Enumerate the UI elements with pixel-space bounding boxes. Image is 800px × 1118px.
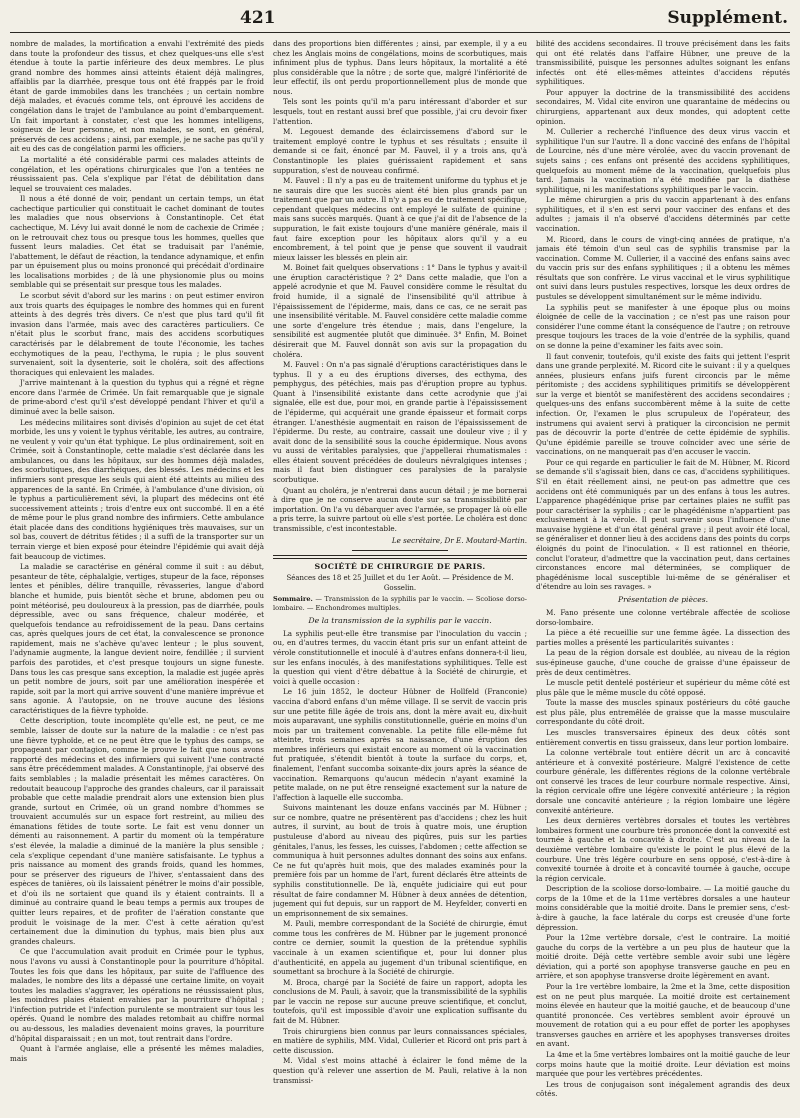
paragraph: M. Vidal s'est moins attaché à éclairer le fond même de la question qu'à relever une assertion de M. Pauli, relative à la non transmissi- <box>273 1056 527 1085</box>
secretary-signature: Le secrétaire, Dr E. Moutard-Martin. <box>391 536 527 546</box>
text-columns <box>10 39 790 1114</box>
paragraph: M. Fauvel : Il n'y a pas eu de traitement uniforme du typhus et je ne saurais dire que les succès aient été bien plus grands par un traitement que par un autre. Il n'y a pas eu de traitement spécifique, cependant quelques médecins ont employé le sulfate de quinine ; mais sans succès marqués. Quant à ce que j'ai dit de l'absence de la suppuration, le fait existe toujours d'une manière générale, mais il faut faire exception pour les hôpitaux alors qu'il y a eu encombrement, à tel point que je pense que souvent il vaudrait mieux laisser les blessés en plein air. <box>273 176 527 262</box>
paragraph: Il nous a été donné de voir, pendant un certain temps, un état cachectique particulier qui constituait le cachet dominant de toutes les maladies que nous observions à Constantinople. Cet état cachectique, M. Lévy lui avait donné le nom de cachexie de Crimée ; on le retrouvait chez tous ou presque tous les hommes, quelles que fussent leurs maladies. Cet état se traduisait par l'anémie, l'abattement, le défaut de réaction, la tendance adynamique, et enfin par un épuisement plus ou moins prononcé qui précédait d'ordinaire les localisations morbides ; de là une physionomie plus ou moins semblable qui se présentait sur presque tous les malades. <box>10 194 264 290</box>
paragraph: Trois chirurgiens bien connus par leurs connaissances spéciales, en matière de syphilis, MM. Vidal, Cullerier et Ricord ont pris part à cette discussion. <box>273 1026 527 1055</box>
column-3 <box>536 39 790 1114</box>
paragraph: Le même chirurgien a pris du vaccin appartenant à des enfans syphilitiques, et il s'en est servi pour vacciner des enfans et des adultes ; jamais il n'a observé d'accidens déterminés par cette vaccination. <box>536 195 790 233</box>
paragraph: bilité des accidens secondaires. Il trouve précisément dans les faits qui ont été relatés dans l'affaire Hübner, une preuve de la transmissibilité, puisque les personnes adultes soignant les enfans infectés ont été elles-mêmes atteintes d'accidens réputés syphilitiques. <box>536 39 790 87</box>
paragraph: La syphilis peut-elle être transmise par l'inoculation du vaccin ; ou, en d'autres termes, du vaccin étant pris sur un enfant atteint de vérole constitutionnelle et inoculé à d'autres enfans donnera-t-il lieu, sur les enfans inoculés, à des manifestations syphilitiques. Telle est la question qui vient d'être débattue à la Société de chirurgie, et voici à quelle occasion : <box>273 628 527 686</box>
paragraph: La 4me et la 5me vertèbres lombaires ont la moitié gauche de leur corps moins haute que la moitié droite. Leur déviation est moins marquée que pour les vertèbres précédentes. <box>536 1050 790 1079</box>
paragraph: M. Fano présente une colonne vertébrale affectée de scoliose dorso-lombaire. <box>536 608 790 627</box>
paragraph: Pour la 1re vertèbre lombaire, la 2me et la 3me, cette disposition est on ne peut plus marquée. La moitié droite est certainement moins élevée en hauteur que la moitié gauche, et de beaucoup d'une quantité prononcée. Ces vertèbres semblent avoir éprouvé un mouvement de rotation qui a eu pour effet de porter les apophyses transverses gauches en arrière et les apophyses transverses droites en avant. <box>536 982 790 1049</box>
fauvel-discussion <box>273 39 527 533</box>
section-heading: Supplément. <box>667 8 788 28</box>
paragraph: La syphilis peut se manifester à une époque plus ou moins éloignée de celle de la vaccination ; ce n'est pas une raison pour considérer l'une comme étant la conséquence de l'autre ; on retrouve presque toujours les traces de la voie d'entrée de la syphilis, quand on se donne la peine d'examiner les faits avec soin. <box>536 302 790 350</box>
specimen-presentation <box>536 608 790 1099</box>
paragraph: Les deux dernières vertèbres dorsales et toutes les vertèbres lombaires forment une courbure très prononcée dont la convexité est tournée à gauche et la concavité à droite. C'est au niveau de la deuxième vertèbre lombaire qu'existe le point le plus élevé de la courbure. Une très légère courbure en sens opposé, c'est-à-dire à convexité tournée à droite et à concavité tournée à gauche, occupe la région cervicale. <box>536 816 790 883</box>
article-title: De la transmission de la syphilis par le vaccin. <box>308 615 492 625</box>
paragraph: Le muscle petit dentelé postérieur et supérieur du même côté est plus pâle que le même muscle du côté opposé. <box>536 678 790 697</box>
paragraph: Les trous de conjugaison sont inégalement agrandis des deux côtés. <box>536 1079 790 1099</box>
divider <box>352 550 449 551</box>
paragraph: Description de la scoliose dorso-lombaire. — La moitié gauche du corps de la 10me et de la 11me vertèbres dorsales a une hauteur moins considérable que la moitié droite. Dans le premier sens, c'est-à-dire à gauche, la face latérale du corps est creusée d'une forte dépression. <box>536 884 790 932</box>
subsection-title: Présentation de pièces. <box>617 594 709 604</box>
column-1 <box>10 39 264 1114</box>
paragraph: Toute la masse des muscles spinaux postérieurs du côté gauche est plus pâle, plus entremêlée de graisse que la masse musculaire correspondante du côté droit. <box>536 698 790 727</box>
summary <box>273 595 527 613</box>
paragraph: La pièce a été recueillie sur une femme âgée. La dissection des parties molles a présenté les particularités suivantes : <box>536 628 790 647</box>
paragraph: Suivons maintenant les douze enfans vaccinés par M. Hübner ; sur ce nombre, quatre ne présentèrent pas d'accidens ; chez les huit autres, il survint, au bout de trois à quatre mois, une éruption pustuleuse d'abord au niveau des piqûres, puis sur les parties génitales, l'anus, les fesses, les cuisses, l'abdomen ; cette affection se communiqua à huit personnes adultes donnant des soins aux enfans. Ce ne fut qu'après huit mois, que des malades examinés pour la première fois par un homme de l'art, furent déclarés être atteints de syphilis constitutionnelle. De là, enquête judiciaire qui eut pour résultat de faire condamner M. Hübner à deux années de détention, jugement qui fut depuis, sur un rapport de M. Heyfelder, converti en un emprisonnement de six semaines. <box>273 803 527 918</box>
paragraph: M. Ricord, dans le cours de vingt-cinq années de pratique, n'a jamais été témoin d'un seul cas de syphilis transmise par la vaccination. Comme M. Cullerier, il a vacciné des enfans sains avec du vaccin pris sur des enfans syphilitiques ; il a obtenu les mêmes résultats que son confrère. Le virus vaccinal et le virus syphilitique ont suivi dans leurs pustules respectives, lorsque les deux ordres de pustules se développent simultanément sur le même individu. <box>536 234 790 302</box>
paragraph: M. Boinet fait quelques observations : 1° Dans le typhus y avait-il une éruption caractéristique ? 2° Dans cette maladie, que l'on a appelé acrodynie et que M. Fauvel considère comme le résultat du froid humide, il a signalé de l'insensibilité qu'il attribue à l'épaississement de l'épiderme, mais, dans ce cas, ce ne serait pas une insensibilité véritable. M. Fauvel considère cette maladie comme une sorte d'engelure très étendue ; mais, dans l'engelure, la sensibilité est augmentée plutôt que diminuée. 3° Enfin, M. Boinet désirerait que M. Fauvel donnât son avis sur la propagation du choléra. <box>273 263 527 359</box>
divider <box>273 555 527 559</box>
paragraph: La mortalité a été considérable parmi ces malades atteints de congélation, et les opérations chirurgicales que l'on a tentées ne réussissaient pas. Cela s'explique par l'état de débilitation dans lequel se trouvaient ces malades. <box>10 154 264 193</box>
paragraph: La peau de la région dorsale est doublée, au niveau de la région sus-épineuse gauche, d'une couche de graisse d'une épaisseur de près de deux centimètres. <box>536 648 790 677</box>
paragraph: Le scorbut sévit d'abord sur les marins : on peut estimer environ aux trois quarts des équipages le nombre des hommes qui en furent atteints à des degrés très divers. Ce n'est que plus tard qu'il fit invasion dans l'armée, mais avec des caractères particuliers. Ce n'était plus le scorbut franc, mais des accidens scorbutiques caractérisés par le délabrement de toute l'économie, les taches ecchymotiques de la peau, l'ecthyma, le rupia ; le plus souvent survenaient, soit la dysenterie, soit le choléra, soit des affections thoraciques qui enlevaient les malades. <box>10 291 264 377</box>
paragraph: Pour appuyer la doctrine de la transmissibilité des accidens secondaires, M. Vidal cite environ une quarantaine de médecins ou chirurgiens, appartenant aux deux mondes, qui adoptent cette opinion. <box>536 87 790 126</box>
syphilis-discussion <box>536 39 790 592</box>
summary-text: — Transmission de la syphilis par le vaccin. — Scoliose dorso-lombaire. — Enchondromes multiples. <box>273 595 527 612</box>
column-2 <box>273 39 527 1114</box>
summary-label: Sommaire. <box>273 595 313 604</box>
paragraph: Tels sont les points qu'il m'a paru intéressant d'aborder et sur lesquels, tout en restant aussi bref que possible, j'ai cru devoir fixer l'attention. <box>273 97 527 126</box>
paragraph: Quant au choléra, je n'entrerai dans aucun détail ; je me bornerai à dire que je ne conserve aucun doute sur sa transmissibilité par importation. On l'a vu débarquer avec l'armée, se propager là où elle a pris terre, la suivre partout où elle s'est portée. Le choléra est donc transmissible, c'est incontestable. <box>273 485 527 533</box>
paragraph: M. Legouest demande des éclaircissemens d'abord sur le traitement employé contre le typhus et ses résultats ; ensuite il demande si ce fait, énoncé par M. Fauvel, il y a trois ans, qu'à Constantinople les plaies guérissaient rapidement et sans suppuration, s'est de nouveau confirmé. <box>273 127 527 175</box>
paragraph: nombre de malades, la mortification a envahi l'extrémité des pieds dans toute la profondeur des tissus, et chez quelques-uns elle s'est étendue à toute la partie inférieure des deux membres. Le plus grand nombre des hommes ainsi atteints étaient déjà malingres, affaiblis par la diarrhée, presque tous ont été frappés par le froid étant de garde immobiles dans les tranchées ; un certain nombre déjà malades, et évacués comme tels, ont éprouvé les accidens de congélation dans le trajet de l'ambulance au point d'embarquement. Un fait important à constater, c'est que les hommes intelligens, soigneux de leur personne, et non malades, se sont, en général, préservés de ces accidens ; ainsi, par exemple, je ne sache pas qu'il y ait eu des cas de congélation parmi les officiers. <box>10 39 264 154</box>
paragraph: Les muscles transversaires épineux des deux côtés sont entièrement convertis en tissu graisseux, dans leur portion lombaire. <box>536 727 790 747</box>
page-header <box>10 8 790 33</box>
vaccine-syphilis-article <box>273 629 527 1085</box>
paragraph: J'arrive maintenant à la question du typhus qui a régné et règne encore dans l'armée de Crimée. Un fait remarquable que je signale de prime-abord c'est qu'il s'est développé pendant l'hiver et qu'il a diminué avec la belle saison. <box>10 378 264 416</box>
paragraph: Le 16 juin 1852, le docteur Hübner de Hollfeld (Franconie) vaccina d'abord enfans d'un même village. Il se servit de vaccin pris sur une petite fille âgée de trois ans, dont la mère avait eu, dix-huit mois auparavant, une syphilis constitutionnelle, guérie en moins d'un mois par un traitement convenable. La petite fille elle-même fut atteinte, trois semaines après sa naissance, d'une éruption des membres inférieurs qui existait encore au moment où la vaccination fut pratiquée, s'étendit bientôt à toute la surface du corps, et, finalement, l'enfant succomba soixante-dix jours après la séance de vaccination. Remarquons qu'aucun médecin n'ayant examiné la petite malade, on ne put être renseigné exactement sur la nature de l'affection à laquelle elle succomba. <box>273 687 527 802</box>
paragraph: Les médecins militaires sont divisés d'opinion au sujet de cet état morbide, les uns y voient le typhus véritable, les autres, au contraire, ne veulent y voir qu'un état typhique. Le plus ordinairement, soit en Crimée, soit à Constantinople, cette maladie s'est déclarée dans les ambulances, ou dans les hôpitaux, sur des hommes déjà malades, des scorbutiques, des diarrhéiques, des blessés. Les médecins et les infirmiers sont presque les seuls qui aient été atteints au milieu des apparences de la santé. En Crimée, à l'ambulance d'une division, où le typhus a particulièrement sévi, la plupart des médecins ont été successivement atteints ; trois d'entre eux ont succombé. Il en a été de même pour le plus grand nombre des infirmiers. Cette ambulance était placée dans des conditions hygiéniques très mauvaises, sur un sol bas, couvert de détritus fétides ; il a suffi de la transporter sur un terrain vierge et bien exposé pour éteindre l'épidémie qui avait déjà fait beaucoup de victimes. <box>10 417 264 561</box>
paragraph: Il faut convenir, toutefois, qu'il existe des faits qui jettent l'esprit dans une grande perplexité. M. Ricord cite le suivant : il y a quelques années, plusieurs enfans juifs furent circoncis par le même péritomiste ; des accidens syphilitiques primitifs se développèrent sur la verge et bientôt se manifestèrent des accidens secondaires ; quelques-uns des enfans succombèrent même à la suite de cette infection. Or, l'examen le plus scrupuleux de l'opérateur, des instrumens qui avaient servi à pratiquer la circoncision ne permit pas de découvrir la porte d'entrée de cette épidémie de syphilis. Qu'une épidémie pareille se trouve coïncider avec une série de vaccinations, on ne manquerait pas d'en accuser le vaccin. <box>536 351 790 457</box>
paragraph: La colonne vertébrale tout entière décrit un arc à concavité antérieure et à convexité postérieure. Malgré l'existence de cette courbure générale, les différentes régions de la colonne vertébrale ont conservé les traces de leur courbure normale respective. Ainsi, la région cervicale offre une légère convexité antérieure ; la région dorsale une concavité antérieure ; la région lombaire une légère convexité antérieure. <box>536 748 790 815</box>
paragraph: M. Cullerier a recherché l'influence des deux virus vaccin et syphilitique l'un sur l'autre. Il a donc vacciné des enfans de l'hôpital de Lourcine, nés d'une mère vérolée, avec du vaccin provenant de sujets sains ; ces enfans ont présenté des accidens syphilitiques, quelquefois au moment même de la vaccination, quelquefois plus tard. Jamais la vaccination n'a été modifiée par la diathèse syphilitique, ni les manifestations syphilitiques par le vaccin. <box>536 127 790 194</box>
paragraph: Ce que l'accumulation avait produit en Crimée pour le typhus, nous l'avons vu aussi à Constantinople pour la pourriture d'hôpital. Toutes les fois que dans les hôpitaux, par suite de l'affluence des malades, le nombre des lits a dépassé une certaine limite, on voyait toutes les maladies s'aggraver, les opérations ne réussissaient plus, les moindres plaies étaient envahies par la pourriture d'hôpital ; l'infection putride et l'infection purulente se montraient sur tous les opérés. Quand le nombre des malades retombait au chiffre normal ou au-dessous, les maladies devenaient moins graves, la pourriture d'hôpital disparaissait ; en un mot, tout rentrait dans l'ordre. <box>10 947 264 1043</box>
paragraph: Quant à l'armée anglaise, elle a présenté les mêmes maladies, mais <box>10 1044 264 1063</box>
paragraph: M. Fauvel : On n'a pas signalé d'éruptions caractéristiques dans le typhus. Il y a eu des éruptions diverses, des ecthyma, des pemphygus, des pétéchies, mais pas d'éruption propre au typhus. Quant à l'insensibilité existante dans cette acrodynie que j'ai signalée, elle est due, pour moi, en grande partie à l'épaississement de l'épiderme, qui acquérait une grande épaisseur et formait corps étranger. L'anesthésie augmentait en raison de l'épaississement de l'épiderme. Du reste, au contraire, cassait une douleur vive ; il y avait donc de la sensibilité sous la couche épidermique. Nous avons vu aussi de véritables paralysies, que j'appellerai rhumatismales : elles étaient souvent précédées de douleurs névralgiques intenses ; mais il faut bien distinguer ces paralysies de la paralysie scorbutique. <box>273 360 527 485</box>
paragraph: Pour la 12me vertèbre dorsale, c'est le contraire. La moitié gauche du corps de la vertèbre a un peu plus de hauteur que la moitié droite. Déjà cette vertèbre semble avoir subi une légère déviation, qui a porté son apophyse transverse gauche en peu en arrière, et son apophyse transverse droite légèrement en avant. <box>536 933 790 981</box>
paragraph: dans des proportions bien différentes ; ainsi, par exemple, il y a eu chez les Anglais moins de congélations, moins de scorbutiques, mais infiniment plus de typhus. Dans leurs hôpitaux, la mortalité a été plus considérable que la nôtre ; de sorte que, malgré l'infériorité de leur effectif, ils ont perdu proportionnellement plus de monde que nous. <box>273 39 527 96</box>
society-title: SOCIÉTÉ DE CHIRURGIE DE PARIS. <box>314 562 486 572</box>
paragraph: Cette description, toute incomplète qu'elle est, ne peut, ce me semble, laisser de doute sur la nature de la maladie : ce n'est pas une fièvre typhoïde, et ce ne peut être que le typhus des camps, se propageant par contagion, comme le prouve le fait que nous avons rapporté des médecins et des infirmiers qui suivent l'une contracté sans être précédemment malades. A Constantinople, j'ai observé des faits semblables ; la maladie présentait les mêmes caractères. On redoutait beaucoup l'approche des grandes chaleurs, car il paraissait probable que cette maladie prendrait alors une extension bien plus grande, surtout en Crimée, où un grand nombre d'hommes se trouvaient accumulés sur un espace fort restreint, au milieu des émanations fétides de toute sorte. Le fait est venu donner un démenti au raisonnement. A partir du moment où la température s'est élevée, la maladie a diminué de la manière la plus sensible ; cela s'explique cependant d'une manière satisfaisante. Le typhus a pris naissance au moment des grands froids, quand les hommes, pour se préserver des rigueurs de l'hiver, s'entassaient dans des espèces de tanières, où ils laissaient pénétrer le moins d'air possible, et d'où ils ne sortaient que quand ils y étaient contraints. Il a diminué au contraire quand le beau temps a permis aux troupes de quitter leurs repaires, et de profiter de l'aération constante que produit le voisinage de la mer. C'est à cette aération qu'est certainement due la diminution du typhus, mais bien plus aux grandes chaleurs. <box>10 716 264 946</box>
paragraph: Pour ce qui regarde en particulier le fait de M. Hübner, M. Ricord se demande s'il s'agissait bien, dans ce cas, d'accidens syphilitiques. S'il en était réellement ainsi, ne peut-on pas admettre que ces accidens ont été communiqués par un des enfans à tous les autres. L'apparence phagédénique prise par certaines plaies ne suffit pas pour caractériser la syphilis ; car le phagédénisme n'appartient pas exclusivement à la vérole. Il peut survenir sous l'influence d'une mauvaise hygiène et d'un état général grave ; il peut avoir été local, se généraliser et donner lieu à des accidens dans des points du corps éloignés du point de l'inoculation. « Il est rationnel en théorie, conclut l'orateur, d'admettre que la vaccination peut, dans certaines circonstances encore mal déterminées, se compliquer de phagédénisme local susceptible lui-même de se généraliser et d'étendre au loin ses ravages. » <box>536 457 790 592</box>
paragraph: M. Broca, chargé par la Société de faire un rapport, adopta les conclusions de M. Pauli, à savoir, que la transmissibilité de la syphilis par le vaccin ne repose sur aucune preuve scientifique, et conclut, toutefois, qu'il est impossible d'avoir une explication suffisante du fait de M. Hübner. <box>273 977 527 1026</box>
paragraph: M. Pauli, membre correspondant de la Société de chirurgie, émut comme tous les confrères de M. Hübner par le jugement prononcé contre ce dernier, soumit la question de la prétendue syphilis vaccinale à un examen scientifique et, pour lui donner plus d'authenticité, en appela au jugement d'un tribunal scientifique, en soumettant sa brochure à la Société de chirurgie. <box>273 919 527 977</box>
paragraph: La maladie se caractérise en général comme il suit : au début, pesanteur de tête, céphalalgie, vertiges, stupeur de la face, réponses lentes et pénibles, délire tranquille, rêvasseries, langue d'abord blanche et humide, puis bientôt sèche et brune, abdomen peu ou point météorisé, peu douloureux à la pression, pas de diarrhée, pouls dépressible, avec ou sans fréquence, chaleur modérée, et quelquefois tendance au refroidissement de la peau. Dans certains cas, après quelques jours de cet état, la convalescence se prononce rapidement, mais ne s'achève qu'avec lenteur ; le plus souvent, l'adynamie augmente, la langue devient noire, fendillée ; il survient parfois des parotides, et c'est presque toujours un signe funeste. Dans tous les cas presque sans exception, la maladie est jugée après un petit nombre de jours, soit par une amélioration inespérée et rapide, soit par la mort qui arrive souvent d'une manière imprévue et sans agonie. A l'autopsie, on ne trouve aucune des lésions caractéristiques de la fièvre typhoïde. <box>10 562 264 715</box>
page-number: 421 <box>240 8 276 28</box>
session-info: Séances des 18 et 25 Juillet et du 1er Août. — Présidence de M. Gosselin. <box>286 574 514 592</box>
